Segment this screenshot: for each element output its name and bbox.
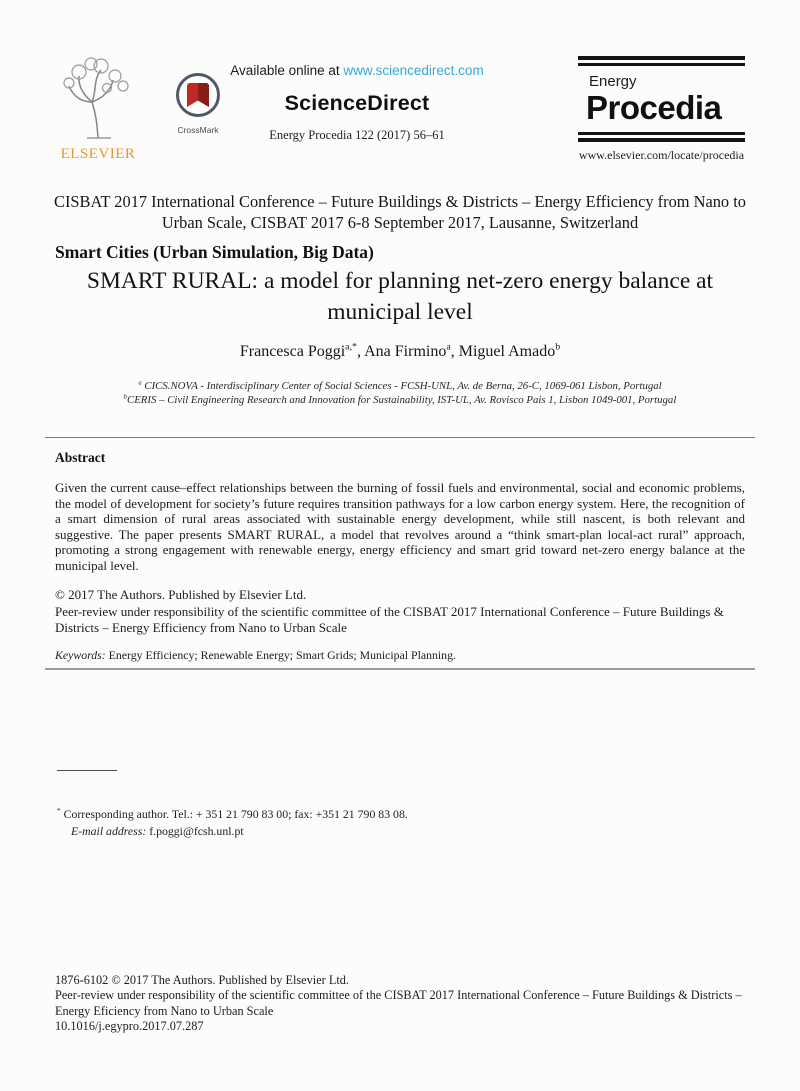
crossmark-icon (175, 105, 221, 122)
corresponding-author-line (57, 806, 657, 823)
author-1-name: Francesca Poggi (239, 343, 346, 360)
sciencedirect-link[interactable]: www.sciencedirect.com (343, 63, 484, 78)
procedia-rule-top-thin (578, 63, 745, 66)
elsevier-logo (50, 56, 146, 163)
abstract-heading: Abstract (55, 450, 106, 465)
author-separator: , (450, 343, 459, 360)
keywords-list: Energy Efficiency; Renewable Energy; Smart Grids; Municipal Planning. (105, 648, 456, 662)
conference-heading: CISBAT 2017 International Conference – Future Buildings & Districts – Energy Efficiency from Nano to Urban Scale, CISBAT 2017 6-8 September 2017, Lausanne, Switzerland (54, 192, 746, 232)
author-separator: , (357, 343, 365, 360)
corresponding-author-note (57, 806, 657, 840)
affiliation-b-text: CERIS – Civil Engineering Research and Innovation for Sustainability, IST-UL, Av. Rovisco Pais 1, Lisbon 1049-001, Portugal (127, 394, 677, 407)
footnote-marker: * (57, 806, 61, 816)
article-title: SMART RURAL: a model for planning net-zero energy balance at municipal level (86, 268, 714, 325)
journal-name-energy: Energy (589, 72, 637, 90)
footer-issn-line: 1876-6102 © 2017 The Authors. Published by Elsevier Ltd. (55, 973, 349, 987)
crossmark-badge[interactable] (170, 72, 226, 135)
abstract-divider (45, 437, 755, 438)
author-2-name: Ana Firmino (364, 343, 447, 360)
affiliation-a-marker: a (138, 379, 142, 387)
keywords-line (55, 648, 745, 663)
author-2-superscript: a (446, 341, 451, 353)
journal-name-procedia: Procedia (586, 88, 722, 126)
author-3 (459, 343, 560, 360)
procedia-masthead (578, 56, 745, 163)
author-2 (364, 343, 459, 360)
peer-review-statement: Peer-review under responsibility of the scientific committee of the CISBAT 2017 International Conference – Future Buildings & Districts – Energy Efficiency from Nano to Urban Scale (55, 604, 724, 635)
email-address[interactable]: f.poggi@fcsh.unl.pt (146, 823, 244, 838)
procedia-rule-bottom-thick (578, 138, 745, 142)
sciencedirect-wordmark: ScienceDirect (284, 91, 430, 115)
author-3-superscript: b (555, 341, 561, 353)
footer-peer-review: Peer-review under responsibility of the scientific committee of the CISBAT 2017 International Conference – Future Buildings & Districts – Energy Eficiency from Nano to Urban Scale (55, 988, 742, 1018)
email-label: E-mail address: (71, 823, 147, 838)
affiliations (55, 379, 745, 407)
affiliation-b (55, 393, 745, 407)
available-online-text (222, 63, 492, 78)
copyright-line: © 2017 The Authors. Published by Elsevier Ltd. (55, 587, 307, 602)
footer-doi: 10.1016/j.egypro.2017.07.287 (55, 1018, 204, 1033)
authors-line (55, 343, 745, 361)
keywords-label: Keywords: (55, 648, 106, 662)
footnote-text: Corresponding author. Tel.: + 351 21 790 83 00; fax: +351 21 790 83 08. (60, 807, 408, 821)
affiliation-b-marker: b (123, 393, 128, 401)
journal-citation: Energy Procedia 122 (2017) 56–61 (269, 128, 445, 142)
elsevier-wordmark: ELSEVIER (60, 146, 136, 162)
abstract-body: Given the current cause–effect relationships between the burning of fossil fuels and environmental, social and economic problems, the model of development for society’s future requires transition pathways for a low carbon energy system. Here, the recognition of a smart dimension of rural areas associated with sustainable energy development, while still nascent, is both relevant and suggestive. The paper presents SMART RURAL, a model that revolves around a “think smart-plan local-act rural” approach, promoting a strong engagement with renewable energy, energy efficiency and smart grid toward net-zero energy balance at the municipal level. (55, 480, 745, 573)
available-online-prefix: Available online at (230, 63, 344, 78)
affiliation-a-text: CICS.NOVA - Interdisciplinary Center of Social Sciences - FCSH-UNL, Av. de Berna, 26-C, 1069-061 Lisbon, Portugal (141, 380, 662, 392)
affiliation-a (55, 379, 745, 393)
footnote-divider (57, 770, 117, 771)
footer-block (55, 973, 757, 1034)
session-heading: Smart Cities (Urban Simulation, Big Data) (55, 242, 374, 262)
elsevier-tree-icon (61, 127, 135, 144)
procedia-url-link[interactable]: www.elsevier.com/locate/procedia (578, 147, 745, 162)
author-1 (240, 343, 364, 360)
author-3-name: Miguel Amado (458, 343, 556, 360)
email-line (57, 823, 657, 840)
keywords-divider (45, 668, 755, 670)
author-1-superscript: a,* (345, 341, 357, 353)
crossmark-label: CrossMark (177, 125, 219, 135)
